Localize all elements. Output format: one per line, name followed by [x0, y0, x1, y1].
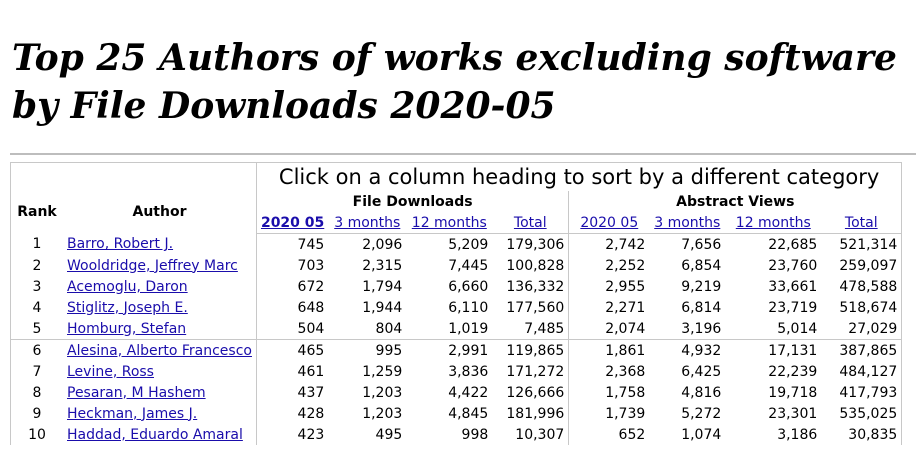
abstract-views-cell: 2,271	[605, 299, 646, 316]
file-downloads-cell: 181,996	[492, 403, 569, 424]
file-downloads-cell: 465	[256, 340, 328, 362]
file-downloads-cell: 428	[297, 405, 325, 422]
table-row	[11, 276, 902, 297]
abstract-views-cell: 23,760	[768, 257, 818, 274]
abstract-views-cell: 2,074	[605, 320, 646, 337]
author-link[interactable]: Wooldridge, Jeffrey Marc	[67, 257, 238, 274]
abstract-views-cell: 417,793	[839, 384, 898, 401]
abstract-views-cell: 1,074	[681, 426, 722, 443]
page-title: Top 25 Authors of works excluding software by File Downloads 2020-05	[12, 37, 897, 127]
table-row	[11, 403, 902, 424]
file-downloads-cell: 995	[328, 340, 406, 362]
file-downloads-cell: 4,845	[448, 405, 489, 422]
author-link[interactable]: Heckman, James J.	[67, 405, 198, 422]
av-sort-3-months-link[interactable]: 3 months	[654, 214, 721, 231]
av-sort-total-link[interactable]: Total	[844, 214, 878, 231]
file-downloads-cell: 1,019	[448, 320, 489, 337]
rank-cell: 9	[32, 405, 42, 422]
horizontal-rule	[10, 153, 916, 155]
abstract-views-cell: 22,239	[768, 363, 818, 380]
abstract-views-cell: 27,029	[848, 320, 898, 337]
file-downloads-cell: 745	[297, 236, 325, 253]
abstract-views-cell: 19,718	[768, 384, 818, 401]
file-downloads-cell: 2,096	[362, 236, 403, 253]
file-downloads-cell: 126,666	[492, 382, 569, 403]
abstract-views-cell: 1,758	[605, 384, 646, 401]
table-row	[11, 297, 902, 318]
abstract-views-cell: 518,674	[839, 299, 898, 316]
file-downloads-cell: 171,272	[492, 361, 569, 382]
rank-cell: 7	[32, 363, 42, 380]
abstract-views-cell: 5,272	[681, 405, 722, 422]
rank-cell: 1	[32, 236, 42, 253]
table-row	[11, 318, 902, 340]
file-downloads-cell: 1,794	[362, 278, 403, 295]
file-downloads-cell: 119,865	[492, 340, 569, 362]
file-downloads-cell: 177,560	[492, 297, 569, 318]
abstract-views-cell: 3,196	[681, 320, 722, 337]
author-link[interactable]: Haddad, Eduardo Amaral	[67, 426, 243, 443]
file-downloads-cell: 136,332	[492, 276, 569, 297]
abstract-views-cell: 23,719	[768, 299, 818, 316]
file-downloads-cell: 6,110	[448, 299, 489, 316]
rank-cell: 6	[11, 340, 64, 362]
table-row	[11, 255, 902, 276]
rank-cell: 5	[32, 320, 42, 337]
file-downloads-cell: 1,259	[362, 363, 403, 380]
table-row	[11, 361, 902, 382]
author-link[interactable]: Alesina, Alberto Francesco	[67, 342, 252, 359]
table-row	[11, 234, 902, 256]
author-header: Author	[63, 191, 256, 234]
author-link[interactable]: Homburg, Stefan	[67, 320, 187, 337]
abstract-views-cell: 5,014	[777, 320, 818, 337]
file-downloads-header: File Downloads	[256, 191, 568, 212]
abstract-views-cell: 6,854	[681, 257, 722, 274]
file-downloads-cell: 437	[297, 384, 325, 401]
av-sort-2020-05-link[interactable]: 2020 05	[580, 214, 639, 231]
abstract-views-cell: 1,739	[605, 405, 646, 422]
file-downloads-cell: 4,422	[448, 384, 489, 401]
abstract-views-cell: 478,588	[839, 278, 898, 295]
file-downloads-cell: 3,836	[448, 363, 489, 380]
abstract-views-cell: 1,861	[569, 340, 650, 362]
file-downloads-cell: 6,660	[448, 278, 489, 295]
abstract-views-cell: 23,301	[768, 405, 818, 422]
abstract-views-cell: 17,131	[725, 340, 821, 362]
author-link[interactable]: Barro, Robert J.	[67, 236, 174, 253]
abstract-views-cell: 2,955	[605, 278, 646, 295]
file-downloads-cell: 5,209	[448, 236, 489, 253]
file-downloads-cell: 703	[297, 257, 325, 274]
file-downloads-cell: 10,307	[492, 424, 569, 445]
abstract-views-cell: 3,186	[777, 426, 818, 443]
abstract-views-cell: 484,127	[839, 363, 898, 380]
abstract-views-header: Abstract Views	[676, 193, 795, 210]
abstract-views-cell: 521,314	[839, 236, 898, 253]
rank-cell: 2	[32, 257, 42, 274]
file-downloads-cell: 461	[297, 363, 325, 380]
file-downloads-cell: 998	[461, 426, 489, 443]
abstract-views-cell: 652	[618, 426, 646, 443]
abstract-views-cell: 4,932	[649, 340, 725, 362]
file-downloads-cell: 1,203	[362, 405, 403, 422]
table-row	[11, 340, 902, 362]
file-downloads-cell: 2,991	[406, 340, 492, 362]
author-link[interactable]: Stiglitz, Joseph E.	[67, 299, 188, 316]
av-sort-12-months-link[interactable]: 12 months	[735, 214, 811, 231]
abstract-views-cell: 259,097	[839, 257, 898, 274]
author-link[interactable]: Acemoglu, Daron	[67, 278, 188, 295]
author-link[interactable]: Pesaran, M Hashem	[67, 384, 206, 401]
file-downloads-cell: 495	[375, 426, 403, 443]
file-downloads-cell: 2,315	[362, 257, 403, 274]
fd-sort-2020-05-link[interactable]: 2020 05	[260, 214, 325, 231]
abstract-views-cell: 6,425	[681, 363, 722, 380]
rank-cell: 10	[28, 426, 46, 443]
authors-table	[10, 162, 902, 445]
file-downloads-cell: 100,828	[492, 255, 569, 276]
fd-sort-total-link[interactable]: Total	[513, 214, 547, 231]
rank-cell: 8	[32, 384, 42, 401]
abstract-views-cell: 2,252	[605, 257, 646, 274]
sort-instruction: Click on a column heading to sort by a different category	[278, 165, 880, 189]
abstract-views-cell: 2,742	[605, 236, 646, 253]
rank-cell: 4	[32, 299, 42, 316]
file-downloads-cell: 1,944	[362, 299, 403, 316]
abstract-views-cell: 387,865	[821, 340, 902, 362]
abstract-views-cell: 7,656	[681, 236, 722, 253]
abstract-views-cell: 6,814	[681, 299, 722, 316]
abstract-views-cell: 2,368	[605, 363, 646, 380]
file-downloads-cell: 504	[297, 320, 325, 337]
file-downloads-cell: 804	[375, 320, 403, 337]
abstract-views-cell: 4,816	[681, 384, 722, 401]
file-downloads-cell: 423	[297, 426, 325, 443]
fd-sort-3-months-link[interactable]: 3 months	[334, 214, 401, 231]
file-downloads-cell: 1,203	[362, 384, 403, 401]
author-link[interactable]: Levine, Ross	[67, 363, 154, 380]
table-row	[11, 424, 902, 445]
file-downloads-cell: 7,485	[492, 318, 569, 340]
abstract-views-cell: 33,661	[768, 278, 818, 295]
fd-sort-12-months-link[interactable]: 12 months	[411, 214, 487, 231]
file-downloads-cell: 648	[297, 299, 325, 316]
table-row	[11, 382, 902, 403]
file-downloads-cell: 7,445	[448, 257, 489, 274]
abstract-views-cell: 30,835	[848, 426, 898, 443]
abstract-views-cell: 22,685	[768, 236, 818, 253]
file-downloads-cell: 672	[297, 278, 325, 295]
abstract-views-cell: 535,025	[839, 405, 898, 422]
abstract-views-cell: 9,219	[681, 278, 722, 295]
file-downloads-cell: 179,306	[492, 234, 569, 256]
rank-cell: 3	[32, 278, 42, 295]
rank-header: Rank	[17, 204, 57, 221]
